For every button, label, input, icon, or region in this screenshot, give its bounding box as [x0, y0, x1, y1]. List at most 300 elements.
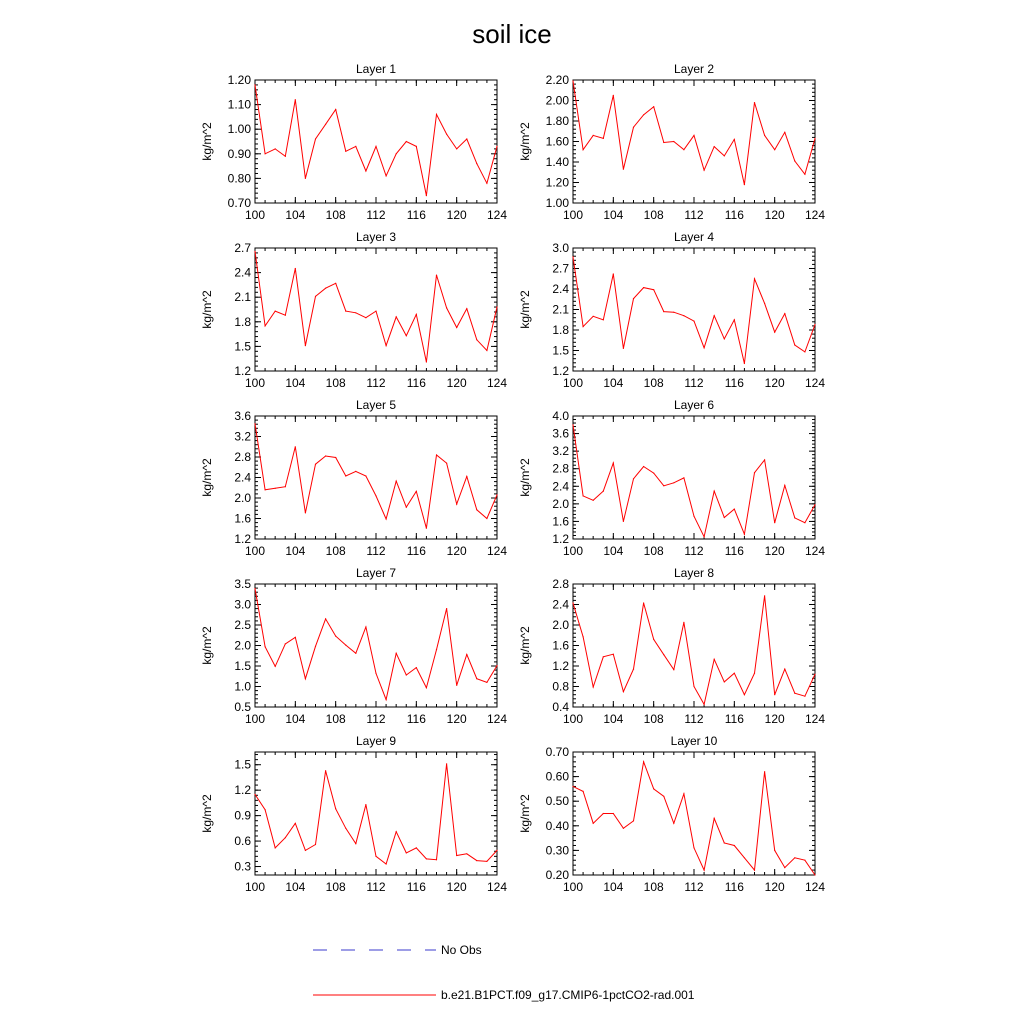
data-point	[583, 791, 584, 792]
y-tick-label: 1.00	[227, 122, 251, 137]
y-tick-label: 1.5	[234, 339, 251, 354]
y-tick-label: 0.5	[234, 700, 251, 714]
data-point	[663, 311, 664, 312]
y-tick-label: 2.1	[234, 290, 251, 305]
x-tick-label: 120	[446, 880, 467, 894]
data-point	[613, 462, 614, 463]
y-axis-label: kg/m^2	[200, 794, 214, 833]
data-point	[436, 275, 437, 276]
x-tick-label: 108	[325, 208, 346, 222]
data-point	[643, 114, 644, 115]
x-tick-label: 120	[446, 208, 467, 222]
data-point	[386, 863, 387, 864]
data-point	[784, 669, 785, 670]
data-point	[254, 588, 255, 589]
series-line	[573, 425, 815, 537]
panel-title: Layer 2	[673, 62, 715, 76]
data-point	[295, 637, 296, 638]
data-point	[603, 138, 604, 139]
x-tick-label: 100	[244, 376, 266, 390]
data-point	[396, 831, 397, 832]
x-tick-label: 104	[285, 376, 306, 390]
data-point	[265, 153, 266, 154]
data-point	[436, 859, 437, 860]
data-point	[365, 317, 366, 318]
y-tick-label: 0.8	[552, 679, 569, 694]
panel-layer-8	[518, 566, 825, 726]
data-point	[295, 268, 296, 269]
y-tick-label: 0.30	[545, 843, 569, 858]
data-point	[794, 693, 795, 694]
data-point	[265, 646, 266, 647]
data-point	[335, 283, 336, 284]
data-point	[673, 141, 674, 142]
panel-title: Layer 9	[355, 734, 397, 748]
y-tick-label: 0.90	[227, 146, 251, 161]
panel-title: Layer 7	[355, 566, 397, 580]
data-point	[426, 687, 427, 688]
x-tick-label: 108	[325, 712, 346, 726]
x-tick-label: 116	[724, 880, 744, 894]
x-tick-label: 100	[562, 376, 584, 390]
x-tick-label: 108	[325, 544, 346, 558]
data-point	[724, 155, 725, 156]
x-tick-label: 104	[603, 880, 624, 894]
y-tick-label: 3.0	[234, 597, 251, 612]
data-point	[744, 184, 745, 185]
data-point	[814, 324, 815, 325]
y-axis-label: kg/m^2	[200, 290, 214, 329]
data-point	[466, 654, 467, 655]
data-point	[814, 504, 815, 505]
data-point	[774, 332, 775, 333]
series-line	[255, 424, 497, 529]
y-tick-label: 0.40	[545, 818, 569, 833]
x-tick-label: 116	[724, 544, 744, 558]
data-point	[633, 478, 634, 479]
x-tick-label: 120	[764, 712, 785, 726]
data-point	[386, 175, 387, 176]
x-tick-label: 112	[684, 880, 704, 894]
data-point	[254, 84, 255, 85]
data-point	[325, 770, 326, 771]
data-point	[254, 794, 255, 795]
data-point	[295, 99, 296, 100]
y-tick-label: 1.20	[545, 175, 569, 190]
data-point	[593, 823, 594, 824]
data-point	[693, 847, 694, 848]
data-point	[623, 521, 624, 522]
y-tick-label: 1.2	[234, 364, 251, 378]
series-line	[255, 589, 497, 700]
x-tick-label: 104	[603, 544, 624, 558]
x-tick-label: 108	[643, 376, 664, 390]
data-point	[572, 424, 573, 425]
x-tick-label: 116	[724, 376, 744, 390]
panel-layer-4	[518, 230, 825, 390]
y-tick-label: 1.00	[545, 196, 569, 210]
data-point	[396, 481, 397, 482]
x-tick-label: 100	[244, 880, 266, 894]
y-tick-label: 3.5	[234, 577, 251, 591]
data-point	[325, 124, 326, 125]
y-axis-label: kg/m^2	[518, 626, 532, 665]
data-point	[375, 146, 376, 147]
data-point	[673, 312, 674, 313]
data-point	[704, 170, 705, 171]
x-tick-label: 112	[366, 208, 386, 222]
x-tick-label: 116	[406, 376, 426, 390]
data-point	[653, 788, 654, 789]
y-tick-label: 2.4	[552, 479, 569, 494]
data-point	[285, 643, 286, 644]
data-point	[396, 316, 397, 317]
x-tick-label: 100	[562, 712, 584, 726]
series-line	[573, 596, 815, 705]
data-point	[426, 361, 427, 362]
data-point	[305, 178, 306, 179]
data-point	[365, 170, 366, 171]
y-tick-label: 0.9	[234, 808, 251, 823]
panel-title: Layer 1	[355, 62, 397, 76]
data-point	[734, 319, 735, 320]
data-point	[784, 132, 785, 133]
x-tick-label: 124	[804, 376, 826, 390]
data-point	[653, 473, 654, 474]
plot-frame	[573, 248, 815, 371]
data-point	[305, 345, 306, 346]
data-point	[275, 488, 276, 489]
data-point	[633, 298, 634, 299]
y-tick-label: 1.60	[545, 134, 569, 149]
data-point	[693, 686, 694, 687]
data-point	[572, 256, 573, 257]
data-point	[355, 471, 356, 472]
data-point	[794, 857, 795, 858]
y-tick-label: 2.5	[234, 618, 251, 632]
y-tick-label: 2.1	[552, 302, 569, 317]
y-tick-label: 2.8	[552, 577, 569, 591]
plot-frame	[573, 416, 815, 539]
x-tick-label: 104	[285, 880, 306, 894]
data-point	[764, 771, 765, 772]
x-tick-label: 108	[325, 880, 346, 894]
series-line	[573, 762, 815, 875]
legend-label-no-obs: No Obs	[441, 943, 482, 957]
data-point	[714, 659, 715, 660]
data-point	[603, 319, 604, 320]
data-point	[653, 289, 654, 290]
data-point	[386, 518, 387, 519]
y-tick-label: 3.2	[552, 444, 569, 459]
data-point	[476, 860, 477, 861]
data-point	[365, 804, 366, 805]
data-point	[375, 856, 376, 857]
data-point	[275, 666, 276, 667]
data-point	[365, 475, 366, 476]
data-point	[375, 673, 376, 674]
data-point	[714, 146, 715, 147]
y-tick-label: 2.4	[552, 282, 569, 296]
y-tick-label: 0.60	[545, 769, 569, 784]
data-point	[456, 685, 457, 686]
data-point	[693, 516, 694, 517]
data-point	[804, 174, 805, 175]
data-point	[355, 312, 356, 313]
data-point	[683, 793, 684, 794]
x-tick-label: 120	[764, 544, 785, 558]
data-point	[714, 315, 715, 316]
x-tick-label: 104	[285, 208, 306, 222]
y-tick-label: 2.00	[545, 93, 569, 108]
y-tick-label: 2.4	[234, 265, 251, 280]
y-tick-label: 0.80	[227, 171, 251, 186]
plot-frame	[255, 248, 497, 371]
data-point	[426, 858, 427, 859]
data-point	[663, 796, 664, 797]
data-point	[426, 195, 427, 196]
data-point	[486, 350, 487, 351]
data-point	[593, 500, 594, 501]
legend	[313, 943, 695, 1002]
data-point	[593, 316, 594, 317]
data-point	[683, 622, 684, 623]
data-point	[446, 134, 447, 135]
data-point	[486, 183, 487, 184]
x-tick-label: 112	[366, 544, 386, 558]
x-tick-label: 116	[406, 208, 426, 222]
plot-frame	[573, 584, 815, 707]
x-tick-label: 120	[446, 712, 467, 726]
y-tick-label: 1.10	[227, 97, 251, 112]
data-point	[315, 844, 316, 845]
x-tick-label: 108	[643, 712, 664, 726]
x-tick-label: 116	[724, 208, 744, 222]
y-tick-label: 1.8	[234, 314, 251, 329]
panel-layer-3	[200, 230, 507, 390]
data-point	[406, 852, 407, 853]
data-point	[764, 595, 765, 596]
data-point	[633, 127, 634, 128]
y-tick-label: 1.8	[552, 323, 569, 337]
x-tick-label: 108	[643, 880, 664, 894]
data-point	[754, 673, 755, 674]
x-tick-label: 100	[244, 544, 266, 558]
x-tick-label: 104	[285, 544, 306, 558]
data-point	[406, 507, 407, 508]
data-point	[325, 288, 326, 289]
y-axis-label: kg/m^2	[200, 626, 214, 665]
data-point	[593, 686, 594, 687]
legend-label-model-run: b.e21.B1PCT.f09_g17.CMIP6-1pctCO2-rad.001	[441, 988, 695, 1002]
data-point	[335, 457, 336, 458]
y-tick-label: 2.7	[552, 261, 569, 276]
x-tick-label: 104	[603, 208, 624, 222]
data-point	[603, 656, 604, 657]
series-line	[255, 764, 497, 864]
x-tick-label: 112	[684, 712, 704, 726]
data-point	[704, 536, 705, 537]
data-point	[315, 464, 316, 465]
y-tick-label: 2.20	[545, 73, 569, 87]
y-tick-label: 1.2	[552, 532, 569, 546]
panel-title: Layer 4	[673, 230, 715, 244]
x-tick-label: 104	[603, 712, 624, 726]
data-point	[305, 678, 306, 679]
data-point	[774, 694, 775, 695]
data-point	[683, 149, 684, 150]
data-point	[496, 146, 497, 147]
y-tick-label: 4.0	[552, 409, 569, 423]
y-tick-label: 1.20	[227, 73, 251, 87]
data-point	[416, 667, 417, 668]
data-point	[416, 146, 417, 147]
data-point	[345, 475, 346, 476]
data-point	[466, 138, 467, 139]
data-point	[764, 135, 765, 136]
x-tick-label: 120	[446, 376, 467, 390]
y-tick-label: 3.0	[552, 241, 569, 255]
data-point	[466, 476, 467, 477]
panel-layer-7	[200, 566, 507, 726]
data-point	[466, 853, 467, 854]
data-point	[486, 861, 487, 862]
x-tick-label: 108	[643, 544, 664, 558]
data-point	[613, 95, 614, 96]
data-point	[683, 315, 684, 316]
y-axis-label: kg/m^2	[200, 458, 214, 497]
x-tick-label: 112	[684, 544, 704, 558]
y-tick-label: 3.2	[234, 429, 251, 444]
data-point	[265, 809, 266, 810]
data-point	[416, 314, 417, 315]
data-point	[345, 311, 346, 312]
data-point	[804, 522, 805, 523]
y-tick-label: 2.8	[234, 450, 251, 464]
y-tick-label: 1.80	[545, 114, 569, 128]
data-point	[744, 363, 745, 364]
data-point	[623, 169, 624, 170]
x-tick-label: 100	[562, 544, 584, 558]
data-point	[375, 311, 376, 312]
x-tick-label: 112	[366, 376, 386, 390]
x-tick-label: 120	[764, 208, 785, 222]
y-tick-label: 0.70	[227, 196, 251, 210]
data-point	[784, 485, 785, 486]
x-tick-label: 124	[486, 208, 508, 222]
data-point	[583, 149, 584, 150]
y-tick-label: 2.4	[552, 597, 569, 612]
data-point	[754, 278, 755, 279]
data-point	[572, 602, 573, 603]
data-point	[693, 135, 694, 136]
x-tick-label: 100	[244, 208, 266, 222]
data-point	[486, 518, 487, 519]
y-tick-label: 0.20	[545, 868, 569, 882]
x-tick-label: 100	[244, 712, 266, 726]
y-tick-label: 1.40	[545, 155, 569, 169]
data-point	[335, 636, 336, 637]
data-point	[476, 339, 477, 340]
data-point	[734, 139, 735, 140]
plot-frame	[255, 80, 497, 203]
data-point	[704, 704, 705, 705]
data-point	[704, 870, 705, 871]
data-point	[446, 608, 447, 609]
x-tick-label: 116	[406, 712, 426, 726]
y-tick-label: 0.4	[552, 700, 569, 714]
data-point	[265, 325, 266, 326]
data-point	[496, 494, 497, 495]
y-tick-label: 1.2	[234, 532, 251, 546]
x-tick-label: 124	[804, 208, 826, 222]
data-point	[693, 321, 694, 322]
data-point	[285, 486, 286, 487]
data-point	[406, 674, 407, 675]
y-axis-label: kg/m^2	[200, 122, 214, 161]
series-line	[573, 257, 815, 364]
y-tick-label: 0.70	[545, 745, 569, 759]
data-point	[572, 80, 573, 81]
data-point	[633, 820, 634, 821]
data-point	[305, 850, 306, 851]
x-tick-label: 124	[486, 544, 508, 558]
data-point	[285, 837, 286, 838]
data-point	[285, 156, 286, 157]
data-point	[275, 148, 276, 149]
data-point	[643, 466, 644, 467]
data-point	[744, 534, 745, 535]
data-point	[345, 828, 346, 829]
data-point	[643, 602, 644, 603]
data-point	[784, 313, 785, 314]
data-point	[673, 669, 674, 670]
data-point	[355, 653, 356, 654]
data-point	[754, 870, 755, 871]
data-point	[436, 114, 437, 115]
data-point	[613, 273, 614, 274]
data-point	[476, 163, 477, 164]
data-point	[386, 345, 387, 346]
data-point	[315, 296, 316, 297]
plot-frame	[255, 416, 497, 539]
y-tick-label: 1.6	[552, 514, 569, 529]
data-point	[764, 303, 765, 304]
plot-frame	[573, 80, 815, 203]
data-point	[325, 618, 326, 619]
panel-grid	[200, 62, 825, 894]
data-point	[466, 308, 467, 309]
x-tick-label: 120	[764, 376, 785, 390]
x-tick-label: 108	[325, 376, 346, 390]
data-point	[583, 495, 584, 496]
data-point	[724, 338, 725, 339]
data-point	[804, 351, 805, 352]
data-point	[325, 455, 326, 456]
y-tick-label: 2.7	[234, 241, 251, 255]
x-tick-label: 112	[684, 208, 704, 222]
data-point	[794, 344, 795, 345]
data-point	[446, 763, 447, 764]
y-tick-label: 2.4	[234, 470, 251, 485]
panel-title: Layer 5	[355, 398, 397, 412]
panel-layer-6	[518, 398, 825, 558]
data-point	[254, 251, 255, 252]
data-point	[593, 135, 594, 136]
x-tick-label: 116	[406, 544, 426, 558]
y-tick-label: 1.2	[552, 659, 569, 673]
series-line	[255, 251, 497, 362]
